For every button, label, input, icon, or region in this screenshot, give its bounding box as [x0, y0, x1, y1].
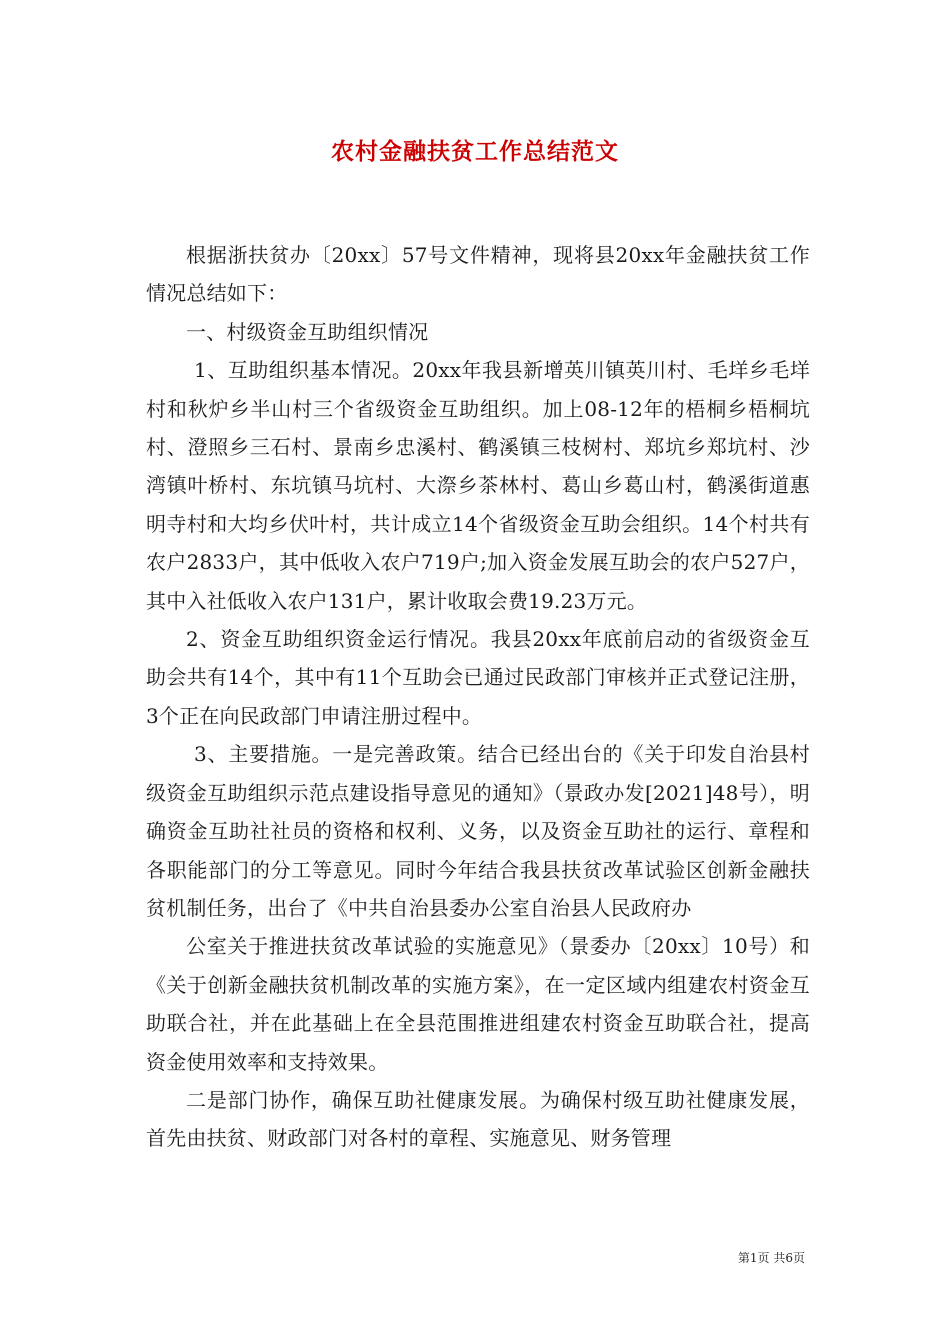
- paragraph-measures-continued: 公室关于推进扶贫改革试验的实施意见》（景委办〔20xx〕10号）和《关于创新金融扶贫机制改革的实施方案》，在一定区域内组建农村资金互助联合社，并在此基础上在全县范围推进组建农村资金互助联合社，提高资金使用效率和支持效果。: [146, 934, 810, 1074]
- page-label-mid: 页 共: [757, 1251, 786, 1265]
- paragraph-intro: 根据浙扶贫办〔20xx〕57号文件精神，现将县20xx年金融扶贫工作情况总结如下：: [146, 243, 810, 306]
- page-label-suffix: 页: [792, 1251, 805, 1265]
- total-pages-number: 6: [785, 1251, 793, 1265]
- paragraph-department-coordination: 二是部门协作，确保互助社健康发展。为确保村级互助社健康发展，首先由扶贫、财政部门对各村的章程、实施意见、财务管理: [146, 1087, 810, 1151]
- page-footer: [738, 1249, 805, 1266]
- document-title: 农村金融扶贫工作总结范文: [331, 138, 619, 165]
- paragraph-main-measures: 3、主要措施。一是完善政策。结合已经出台的《关于印发自治县村级资金互助组织示范点建设指导意见的通知》（景政办发[2021]48号），明确资金互助社社员的资格和权利、义务，以及资金互助社的运行、章程和各职能部门的分工等意见。同时今年结合我县扶贫改革试验区创新金融扶贫机制任务，出台了《中共自治县委办公室自治县人民政府办: [146, 742, 810, 920]
- current-page-number: 1: [749, 1251, 758, 1265]
- paragraph-basic-situation: 1、互助组织基本情况。20xx年我县新增英川镇英川村、毛垟乡毛垟村和秋炉乡半山村三个省级资金互助组织。加上08-12年的梧桐乡梧桐坑村、澄照乡三石村、景南乡忠溪村、鹤溪镇三枝树村、郑坑乡郑坑村、沙湾镇叶桥村、东坑镇马坑村、大漈乡茶林村、葛山乡葛山村，鹤溪街道惠明寺村和大均乡伏叶村，共计成立14个省级资金互助会组织。14个村共有农户2833户，其中低收入农户719户;加入资金发展互助会的农户527户，其中入社低收入农户131户，累计收取会费19.23万元。: [146, 358, 810, 613]
- section-heading-1: 一、村级资金互助组织情况: [186, 319, 429, 344]
- page-label-prefix: 第: [737, 1251, 750, 1265]
- document-body: [146, 236, 810, 1158]
- paragraph-fund-operation: 2、资金互助组织资金运行情况。我县20xx年底前启动的省级资金互助会共有14个，其中有11个互助会已通过民政部门审核并正式登记注册，3个正在向民政部门申请注册过程中。: [146, 627, 810, 728]
